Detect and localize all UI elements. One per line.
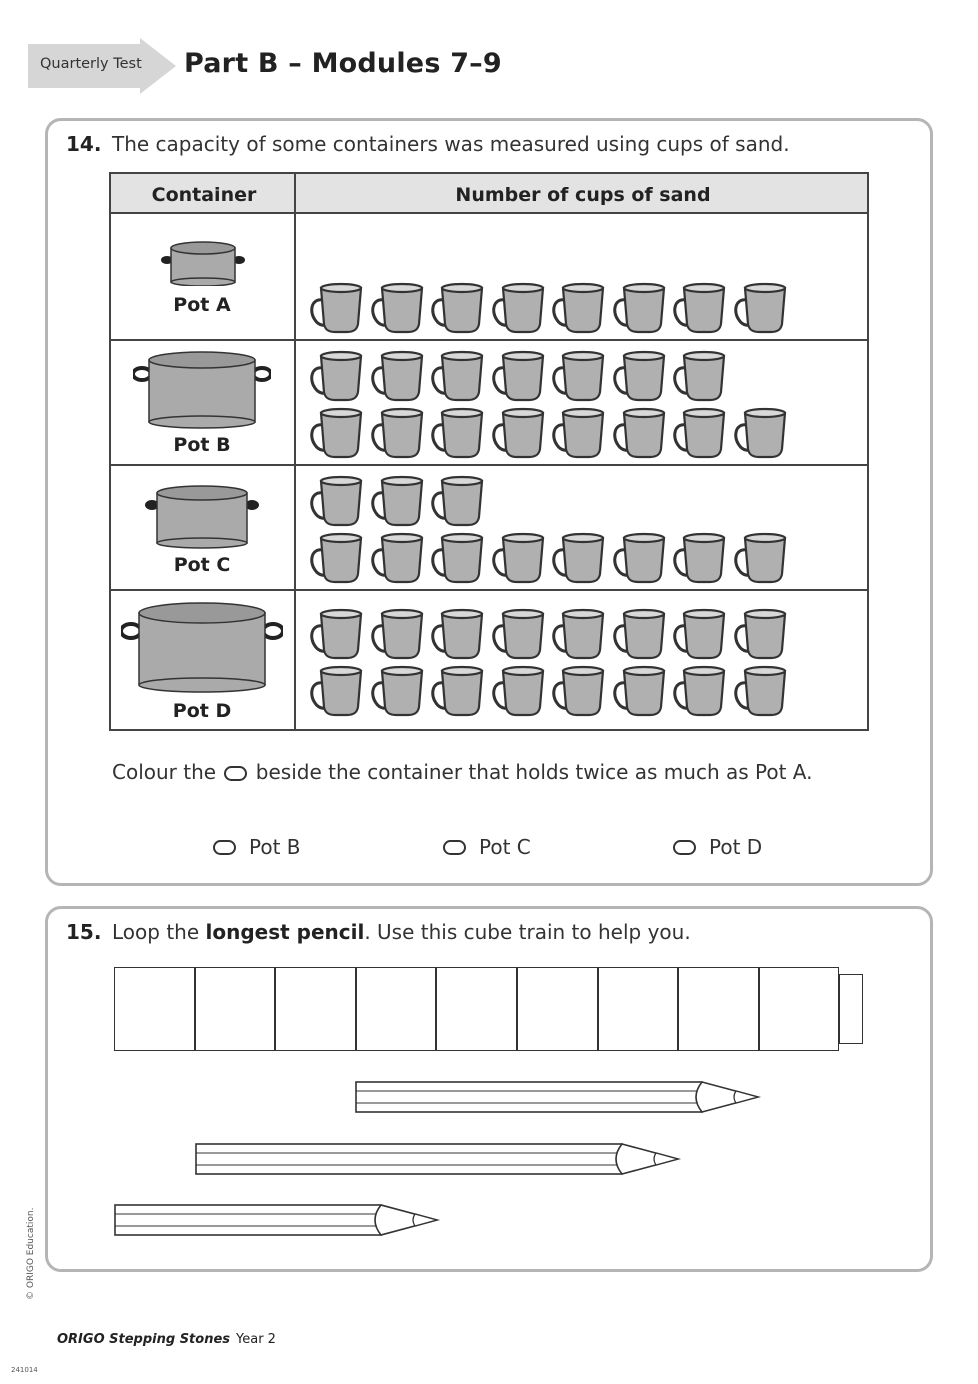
cup-icon [733,282,789,334]
bubble-icon [224,766,247,781]
cup-icon [612,407,668,459]
cup-icon [612,665,668,717]
cup-icon [430,407,486,459]
option-pot-b[interactable] [213,835,301,859]
cup-icon [551,407,607,459]
cup-icon [370,350,426,402]
cup-icon [672,350,728,402]
option-bubble[interactable] [673,840,696,855]
cup-icon [370,665,426,717]
option-pot-d[interactable] [673,835,762,859]
cube [598,967,679,1051]
option-bubble[interactable] [443,840,466,855]
cup-icon [491,608,547,660]
pot-c-icon [145,483,259,549]
cup-icon [551,608,607,660]
cube-train-end [839,974,863,1044]
header-container: Container [151,184,257,206]
pot-c-label: Pot C [173,554,231,576]
instruction-before: Colour the [112,760,217,784]
cube [759,967,840,1051]
cup-icon [612,282,668,334]
cup-icon [309,608,365,660]
copyright-notice: © ORIGO Education. [26,1207,36,1300]
cup-icon [430,475,486,527]
cube [678,967,759,1051]
cup-icon [370,407,426,459]
cube [356,967,437,1051]
pencil-short[interactable] [113,1201,443,1241]
option-label: Pot C [479,835,531,859]
cup-icon [309,665,365,717]
cup-icon [733,608,789,660]
cup-icon [491,532,547,584]
cup-icon [672,608,728,660]
page-title: Part B – Modules 7–9 [184,48,502,79]
question-14-number: 14. [66,132,102,156]
instruction-after: beside the container that holds twice as much as Pot A. [255,760,813,784]
cube [517,967,598,1051]
cup-icon [430,532,486,584]
cup-icon [430,665,486,717]
cup-icon [551,350,607,402]
brand-name: ORIGO Stepping Stones [57,1332,231,1347]
cube [114,967,195,1051]
cup-icon [491,665,547,717]
document-code: 241014 [11,1366,38,1374]
question-14-instruction [112,760,813,784]
footer-brand [57,1332,276,1347]
cup-icon [672,407,728,459]
cup-icon [370,282,426,334]
cup-icon [370,532,426,584]
prompt-pre: Loop the [112,920,200,944]
cup-icon [672,282,728,334]
cup-icon [551,532,607,584]
option-label: Pot D [709,835,763,859]
pencil-middle[interactable] [194,1140,684,1180]
cup-icon [491,350,547,402]
cup-icon [551,282,607,334]
cup-icon [430,282,486,334]
question-15-number: 15. [66,920,102,944]
question-15-prompt [112,920,691,944]
option-bubble[interactable] [213,840,236,855]
cup-icon [370,475,426,527]
cup-icon [672,532,728,584]
pot-d-label: Pot D [172,700,232,722]
cup-icon [370,608,426,660]
cube [195,967,276,1051]
cup-icon [612,608,668,660]
cup-icon [733,407,789,459]
cup-icon [309,282,365,334]
prompt-post: . Use this cube train to help you. [364,920,691,944]
table-header-row [109,172,869,214]
pencil-long[interactable] [354,1078,764,1118]
cup-icon [733,665,789,717]
pot-b-label: Pot B [173,434,231,456]
cup-icon [672,665,728,717]
cup-icon [612,532,668,584]
cup-icon [612,350,668,402]
capacity-table [109,172,869,731]
cup-icon [309,532,365,584]
option-label: Pot B [249,835,301,859]
cup-icon [430,608,486,660]
quarterly-test-tag [28,38,178,94]
pot-a-icon [161,238,245,286]
header-cups: Number of cups of sand [455,184,711,206]
cube [275,967,356,1051]
pot-a-label: Pot A [173,294,231,316]
pot-d-icon [121,601,283,693]
cube [436,967,517,1051]
quarterly-test-label: Quarterly Test [40,56,142,72]
pot-b-icon [133,350,271,430]
cup-icon [309,407,365,459]
cup-icon [491,282,547,334]
cup-icon [491,407,547,459]
cup-icon [430,350,486,402]
cup-icon [309,350,365,402]
question-14-prompt: The capacity of some containers was measured using cups of sand. [112,132,790,156]
prompt-bold: longest pencil [205,920,365,944]
cup-icon [733,532,789,584]
brand-year: Year 2 [236,1332,276,1347]
cup-icon [551,665,607,717]
cup-icon [309,475,365,527]
option-pot-c[interactable] [443,835,531,859]
